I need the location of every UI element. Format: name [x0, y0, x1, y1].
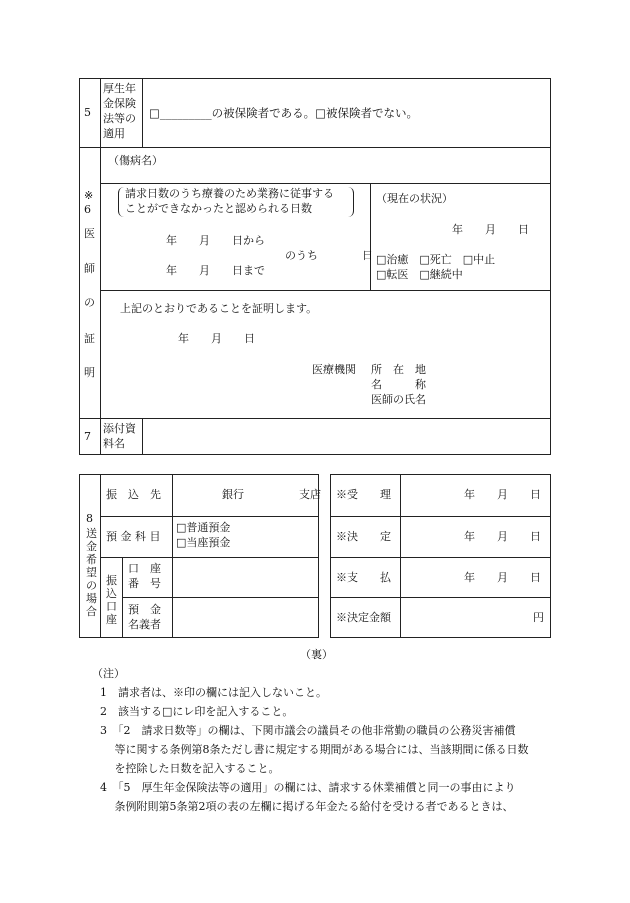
account-holder-label-1: 預 金 [128, 603, 161, 616]
note-line-3: 3 「2 請求日数等」の欄は、下関市議会の議員その他非常勤の職員の公務災害補償 [100, 724, 516, 737]
note-line-4: 等に関する条例第8条ただし書に規定する期間がある場合には、当該期間に係る日数 [100, 743, 529, 756]
section-5-label-4: 適用 [103, 127, 125, 140]
account-holder-label-2: 名義者 [128, 618, 161, 631]
days-label-line-1: 請求日数のうち療養のため業務に従事する [125, 187, 334, 200]
section-8-number: 8 [86, 512, 93, 525]
section-7-label-1: 添付資 [103, 422, 136, 435]
section-7-label-2: 料名 [103, 437, 125, 450]
section-8-side-7: 合 [86, 605, 97, 618]
account-side-4: 座 [106, 613, 117, 626]
section-8-side-6: 場 [86, 592, 97, 605]
notes-heading: （注） [92, 667, 125, 680]
paid-label: ※支 払 [336, 571, 391, 584]
received-label: ※受 理 [336, 488, 391, 501]
section-6-side-4: 師 [84, 262, 95, 275]
injury-name-label: （傷病名） [108, 154, 163, 167]
account-number-label-2: 番 号 [128, 577, 161, 590]
decided-amount-value[interactable]: 円 [533, 611, 544, 624]
section-6-side-6: 証 [84, 332, 95, 345]
account-side-1: 振 [106, 574, 117, 587]
section-5-label-3: 法等の [103, 112, 136, 125]
period-days[interactable]: のうち 日 [285, 249, 373, 262]
account-number-label-1: 口 座 [128, 562, 161, 575]
section-8-side-1: 送 [86, 527, 97, 540]
institution-name-label: 名 称 [371, 378, 426, 391]
deposit-type-label: 預 金 科 目 [106, 530, 161, 543]
section-6-side-1: ※ [84, 189, 94, 202]
section-6-side-7: 明 [84, 366, 95, 379]
back-side-label: （裏） [300, 648, 333, 661]
bank-branch-field[interactable]: 銀行 支店 [222, 488, 321, 501]
medical-institution-label: 医療機関 [312, 363, 356, 376]
certification-statement: 上記のとおりであることを証明します。 [120, 302, 318, 315]
section-8-side-5: の [86, 579, 97, 592]
decided-date[interactable]: 年 月 日 [464, 530, 541, 543]
received-date[interactable]: 年 月 日 [464, 488, 541, 501]
current-status-date[interactable]: 年 月 日 [452, 223, 529, 236]
section-5-label-1: 厚生年 [103, 82, 136, 95]
insurance-status-options[interactable]: □_________の被保険者である。□被保険者でない。 [149, 106, 418, 120]
section-5-number: 5 [84, 106, 91, 119]
days-label-line-2: ことができなかったと認められる日数 [125, 202, 312, 215]
note-line-5: を控除した日数を記入すること。 [100, 762, 280, 775]
note-line-6: 4 「5 厚生年金保険法等の適用」の欄には、請求する休業補償と同一の事由により [100, 781, 516, 794]
section-6-side-5: の [84, 296, 95, 309]
current-status-label: （現在の状況） [376, 192, 453, 205]
section-7-number: 7 [84, 430, 91, 443]
address-label: 所 在 地 [371, 363, 426, 376]
note-line-7: 条例附則第5条第2項の表の左欄に掲げる年金たる給付を受ける者であるときは、 [100, 800, 514, 813]
doctor-name-label: 医師の氏名 [371, 393, 426, 406]
section-8-side-2: 金 [86, 540, 97, 553]
section-5-label-2: 金保険 [103, 97, 136, 110]
account-side-2: 込 [106, 587, 117, 600]
account-side-3: 口 [106, 600, 117, 613]
period-to[interactable]: 年 月 日まで [166, 264, 265, 277]
current-deposit-option[interactable]: □当座預金 [176, 536, 231, 549]
note-line-1: 1 請求者は、※印の欄には記入しないこと。 [100, 686, 327, 699]
section-6-side-3: 医 [84, 227, 95, 240]
paid-date[interactable]: 年 月 日 [464, 571, 541, 584]
decided-amount-label: ※決定金額 [336, 611, 391, 624]
transfer-to-label: 振 込 先 [106, 488, 161, 501]
section-8-side-3: 希 [86, 553, 97, 566]
status-options-row-2[interactable]: □転医 □継続中 [376, 268, 463, 281]
decided-label: ※決 定 [336, 530, 391, 543]
certification-date[interactable]: 年 月 日 [178, 332, 255, 345]
status-options-row-1[interactable]: □治癒 □死亡 □中止 [376, 253, 496, 266]
note-line-2: 2 該当する□にレ印を記入すること。 [100, 705, 294, 718]
ordinary-deposit-option[interactable]: □普通預金 [176, 521, 231, 534]
section-6-side-2: 6 [84, 203, 91, 216]
period-from[interactable]: 年 月 日から [166, 234, 265, 247]
section-8-side-4: 望 [86, 566, 97, 579]
